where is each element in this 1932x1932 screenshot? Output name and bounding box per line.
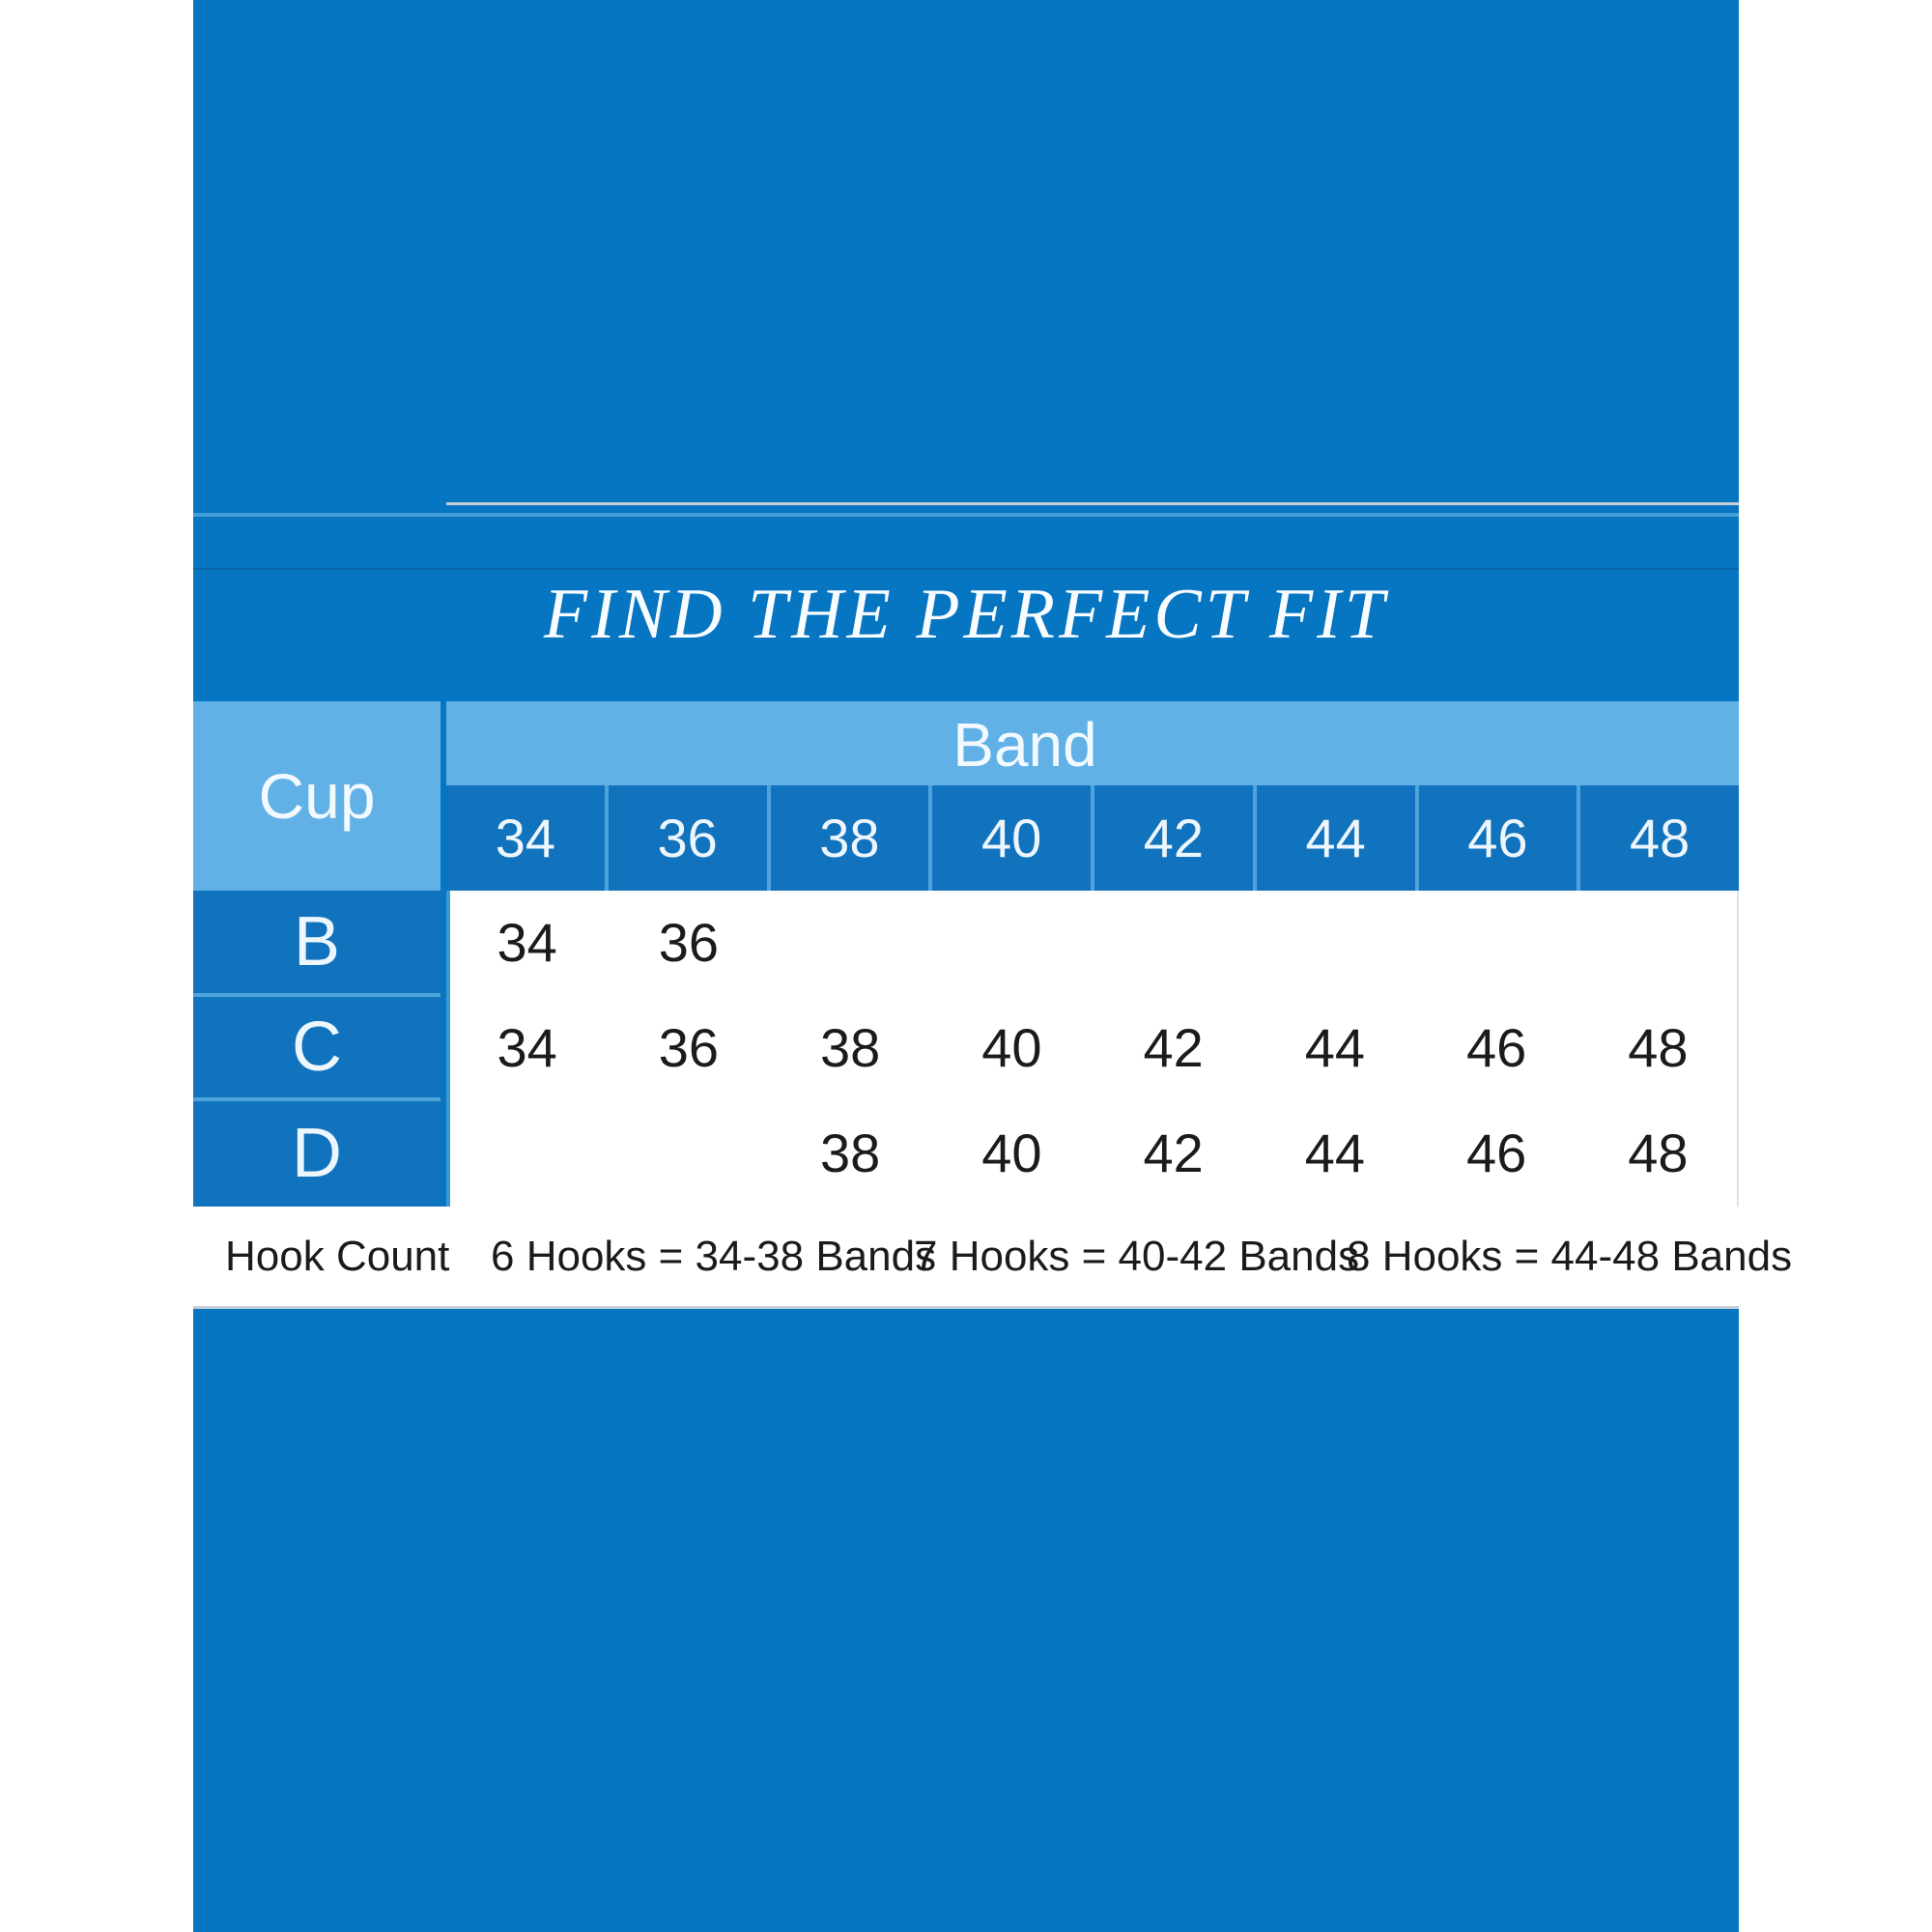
table-row bbox=[446, 1101, 1739, 1204]
size-cell: 40 bbox=[981, 1016, 1042, 1078]
table-row bbox=[446, 891, 1739, 993]
size-cell: 44 bbox=[1304, 1122, 1366, 1183]
size-cell bbox=[1093, 891, 1254, 993]
hook-count-entry: 7 Hooks = 40-42 Bands bbox=[914, 1233, 1360, 1280]
size-cell: 40 bbox=[981, 1122, 1042, 1183]
blue-panel bbox=[193, 0, 1793, 1932]
band-size-cell: 38 bbox=[767, 785, 929, 891]
size-cell: 42 bbox=[1143, 1016, 1204, 1078]
size-cell bbox=[446, 1101, 608, 1204]
size-cell bbox=[770, 891, 931, 993]
hook-count-label: Hook Count bbox=[225, 1233, 450, 1280]
size-cell: 34 bbox=[497, 911, 557, 973]
band-size-cell: 34 bbox=[446, 785, 605, 891]
size-cell: 36 bbox=[658, 1016, 720, 1078]
size-cell: 34 bbox=[497, 1016, 557, 1078]
hook-count-row bbox=[193, 1207, 1793, 1306]
band-size-cell: 48 bbox=[1577, 785, 1739, 891]
size-cell: 48 bbox=[1628, 1016, 1689, 1078]
table-bottom-separator bbox=[446, 502, 1739, 505]
cup-row-label: B bbox=[193, 891, 440, 993]
top-divider-line bbox=[193, 513, 1739, 517]
size-cell: 36 bbox=[658, 911, 720, 973]
band-size-cell: 44 bbox=[1253, 785, 1415, 891]
cup-row-label: D bbox=[193, 1101, 440, 1207]
size-cell: 42 bbox=[1143, 1122, 1204, 1183]
size-cell: 46 bbox=[1465, 1122, 1527, 1183]
size-cell: 44 bbox=[1304, 1016, 1366, 1078]
table-row bbox=[446, 997, 1739, 1097]
size-cell bbox=[1416, 891, 1577, 993]
size-cell bbox=[931, 891, 1093, 993]
cup-column-header: Cup bbox=[193, 701, 440, 891]
band-size-cell: 46 bbox=[1415, 785, 1577, 891]
band-column-header: Band bbox=[446, 701, 1739, 785]
size-cell: 48 bbox=[1628, 1122, 1689, 1183]
size-cell bbox=[608, 1101, 769, 1204]
hook-row-bottom-separator bbox=[193, 1306, 1739, 1309]
cup-row-label: C bbox=[193, 997, 440, 1097]
hook-count-entry: 6 Hooks = 34-38 Bands bbox=[491, 1233, 937, 1280]
fit-table bbox=[193, 701, 1739, 1207]
page-title: FIND THE PERFECT FIT bbox=[543, 575, 1389, 654]
band-size-cell: 36 bbox=[605, 785, 767, 891]
size-cell: 38 bbox=[819, 1122, 881, 1183]
size-cell bbox=[1254, 891, 1415, 993]
band-size-cell: 42 bbox=[1091, 785, 1253, 891]
size-cell bbox=[1577, 891, 1739, 993]
band-sizes-header-row bbox=[446, 785, 1739, 891]
band-size-cell: 40 bbox=[928, 785, 1091, 891]
hook-count-entry: 8 Hooks = 44-48 Bands bbox=[1347, 1233, 1793, 1280]
size-cell: 46 bbox=[1465, 1016, 1527, 1078]
size-cell: 38 bbox=[819, 1016, 881, 1078]
